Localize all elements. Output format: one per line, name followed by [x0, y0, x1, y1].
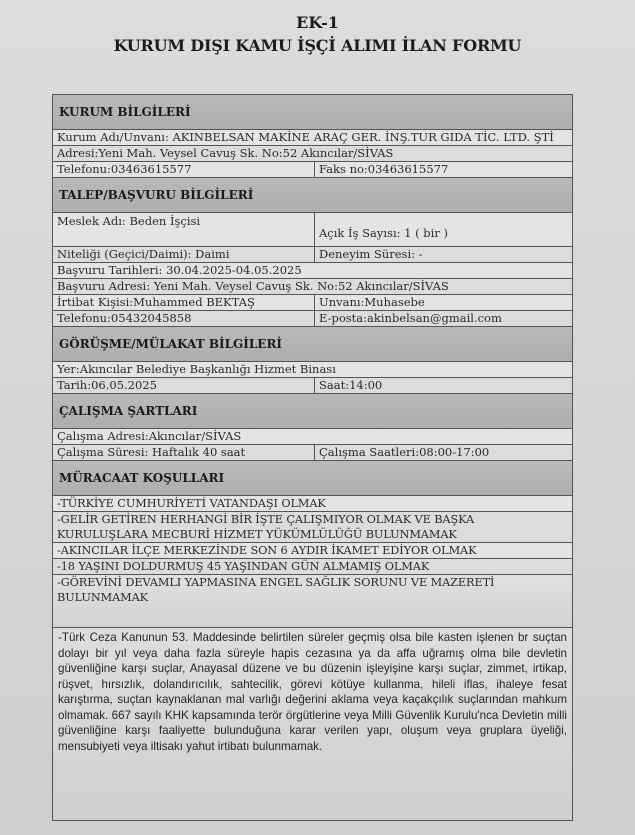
interview-time: Saat:14:00	[319, 378, 383, 392]
institution-name: Kurum Adı/Unvanı: AKINBELSAN MAKİNE ARAÇ GER. İNŞ.TUR GIDA TİC. LTD. ŞTİ	[57, 130, 554, 144]
announcement-form	[52, 94, 573, 821]
document-header	[0, 12, 635, 58]
occupation: Meslek Adı: Beden İşçisi	[53, 213, 315, 246]
institution-address-row	[52, 145, 573, 161]
condition-item: -18 YAŞINI DOLDURMUŞ 45 YAŞINDAN GÜN ALMAMIŞ OLMAK	[52, 558, 573, 574]
institution-address: Adresi:Yeni Mah. Veysel Cavuş Sk. No:52 Akıncılar/SİVAS	[57, 146, 394, 160]
condition-item: -TÜRKİYE CUMHURİYETİ VATANDAŞI OLMAK	[52, 495, 573, 511]
condition-item: -GÖREVİNİ DEVAMLI YAPMASINA ENGEL SAĞLIK SORUNU VE MAZERETİ BULUNMAMAK	[52, 574, 573, 627]
annex-label: EK-1	[296, 13, 339, 32]
open-positions: Açık İş Sayısı: 1 ( bir )	[319, 226, 448, 240]
work-address: Çalışma Adresi:Akıncılar/SİVAS	[57, 429, 242, 443]
institution-name-row	[52, 129, 573, 145]
work-address-row	[52, 428, 573, 444]
position-type-row	[52, 246, 573, 262]
section-heading-working-conditions: ÇALIŞMA ŞARTLARI	[52, 393, 573, 428]
institution-fax: Faks no:03463615577	[319, 162, 449, 176]
work-hours: Çalışma Saatleri:08:00-17:00	[319, 445, 490, 459]
contact-email: E-posta:akinbelsan@gmail.com	[319, 311, 502, 325]
work-hours-row	[52, 444, 573, 460]
institution-phone: Telefonu:03463615577	[53, 162, 315, 177]
condition-item: -GELİR GETİREN HERHANGİ BİR İŞTE ÇALIŞMIYOR OLMAK VE BAŞKA KURULUŞLARA MECBURİ HİZMET YÜKÜMLÜLÜĞÜ BULUNMAMAK	[52, 511, 573, 542]
position-type: Niteliği (Geçici/Daimi): Daimi	[53, 247, 315, 262]
section-heading-application: TALEP/BAŞVURU BİLGİLERİ	[52, 177, 573, 212]
application-dates: Başvuru Tarihleri: 30.04.2025-04.05.2025	[57, 263, 302, 277]
form-title: KURUM DIŞI KAMU İŞÇİ ALIMI İLAN FORMU	[113, 36, 522, 55]
application-address: Başvuru Adresi: Yeni Mah. Veysel Cavuş Sk. No:52 Akıncılar/SİVAS	[57, 279, 449, 293]
institution-phone-row	[52, 161, 573, 177]
contact-phone: Telefonu:05432045858	[53, 311, 315, 326]
interview-place-row	[52, 361, 573, 377]
contact-row	[52, 294, 573, 310]
condition-item: -AKINCILAR İLÇE MERKEZİNDE SON 6 AYDIR İKAMET EDİYOR OLMAK	[52, 542, 573, 558]
experience: Deneyim Süresi: -	[319, 247, 423, 261]
contact-phone-row	[52, 310, 573, 326]
application-dates-row	[52, 262, 573, 278]
contact-title: Unvanı:Muhasebe	[319, 295, 425, 309]
occupation-row	[52, 212, 573, 246]
section-heading-interview: GÖRÜŞME/MÜLAKAT BİLGİLERİ	[52, 326, 573, 361]
interview-datetime-row	[52, 377, 573, 393]
section-heading-conditions: MÜRACAAT KOŞULLARI	[52, 460, 573, 495]
interview-date: Tarih:06.05.2025	[53, 378, 315, 393]
work-duration: Çalışma Süresi: Haftalık 40 saat	[53, 445, 315, 460]
application-address-row	[52, 278, 573, 294]
section-heading-institution: KURUM BİLGİLERİ	[52, 94, 573, 129]
legal-condition-text: -Türk Ceza Kanunun 53. Maddesinde belirtilen süreler geçmiş olsa bile kasten işlenen br suçtan dolayı bir yıl veya daha fazla süreyle hapis cezasına ya da affa uğramış olma bile devletin güvenliğine karşı suçlar, Anayasal düzene ve bu düzenin işleyişine karşı suçlar, zimmet, irtikap, rüşvet, hırsızlık, dolandırıcılık, sahtecilik, görevi kötüye kullanma, hileli iflas, ihaleye fesat karıştırma, suçtan kaynaklanan mal varlığı değerini aklama veya kaçakçılık suçlarından mahkum olmamak. 667 sayılı KHK kapsamında terör örgütlerine veya Milli Güvenlik Kurulu'nca Devletin milli güvenliğine karşı faaliyette bulunduğuna karar verilen yapı, oluşum veya gruplara üyeliği, mensubiyeti veya iltisakı yahut irtibatı bulunmamak.	[52, 627, 573, 821]
interview-place: Yer:Akıncılar Belediye Başkanlığı Hizmet Binası	[57, 362, 336, 376]
contact-person: İrtibat Kişisi:Muhammed BEKTAŞ	[53, 295, 315, 310]
